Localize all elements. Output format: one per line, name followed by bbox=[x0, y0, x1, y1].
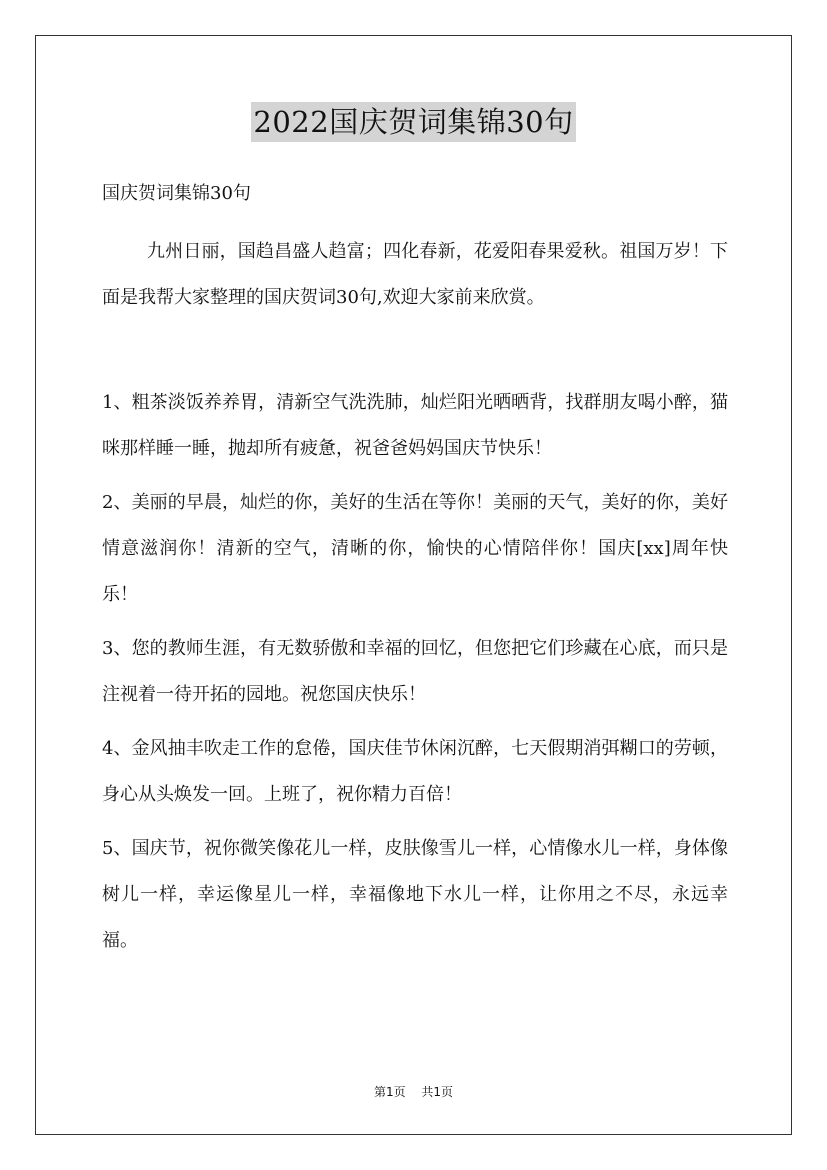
page-footer bbox=[0, 1083, 827, 1100]
greeting-item-4: 4、金风抽丰吹走工作的怠倦，国庆佳节休闲沉醉，七天假期消弭糊口的劳顿，身心从头焕发一回。上班了，祝你精力百倍！ bbox=[102, 738, 728, 805]
greeting-item-5: 5、国庆节，祝你微笑像花儿一样，皮肤像雪儿一样，心情像水儿一样，身体像树儿一样，幸运像星儿一样，幸福像地下水儿一样，让你用之不尽，永远幸福。 bbox=[102, 838, 728, 951]
page-number-total: 共1页 bbox=[421, 1085, 454, 1099]
document-body bbox=[102, 171, 728, 972]
document-title: 2022国庆贺词集锦30句 bbox=[251, 102, 575, 142]
page-number-current: 第1页 bbox=[373, 1085, 406, 1099]
title-container bbox=[0, 102, 827, 142]
document-subtitle: 国庆贺词集锦30句 bbox=[102, 183, 251, 204]
greeting-item-2: 2、美丽的早晨，灿烂的你，美好的生活在等你！美丽的天气，美好的你，美好情意滋润你！清新的空气，清晰的你，愉快的心情陪伴你！国庆[xx]周年快乐！ bbox=[102, 492, 728, 605]
greeting-item-3: 3、您的教师生涯，有无数骄傲和幸福的回忆，但您把它们珍藏在心底，而只是注视着一待开拓的园地。祝您国庆快乐！ bbox=[102, 638, 728, 705]
greeting-item-1: 1、粗茶淡饭养养胃，清新空气洗洗肺，灿烂阳光晒晒背，找群朋友喝小醉，猫咪那样睡一睡，抛却所有疲惫，祝爸爸妈妈国庆节快乐！ bbox=[102, 392, 728, 459]
intro-paragraph: 九州日丽，国趋昌盛人趋富；四化春新，花爱阳春果爱秋。祖国万岁！下面是我帮大家整理的国庆贺词30句,欢迎大家前来欣赏。 bbox=[102, 241, 728, 308]
